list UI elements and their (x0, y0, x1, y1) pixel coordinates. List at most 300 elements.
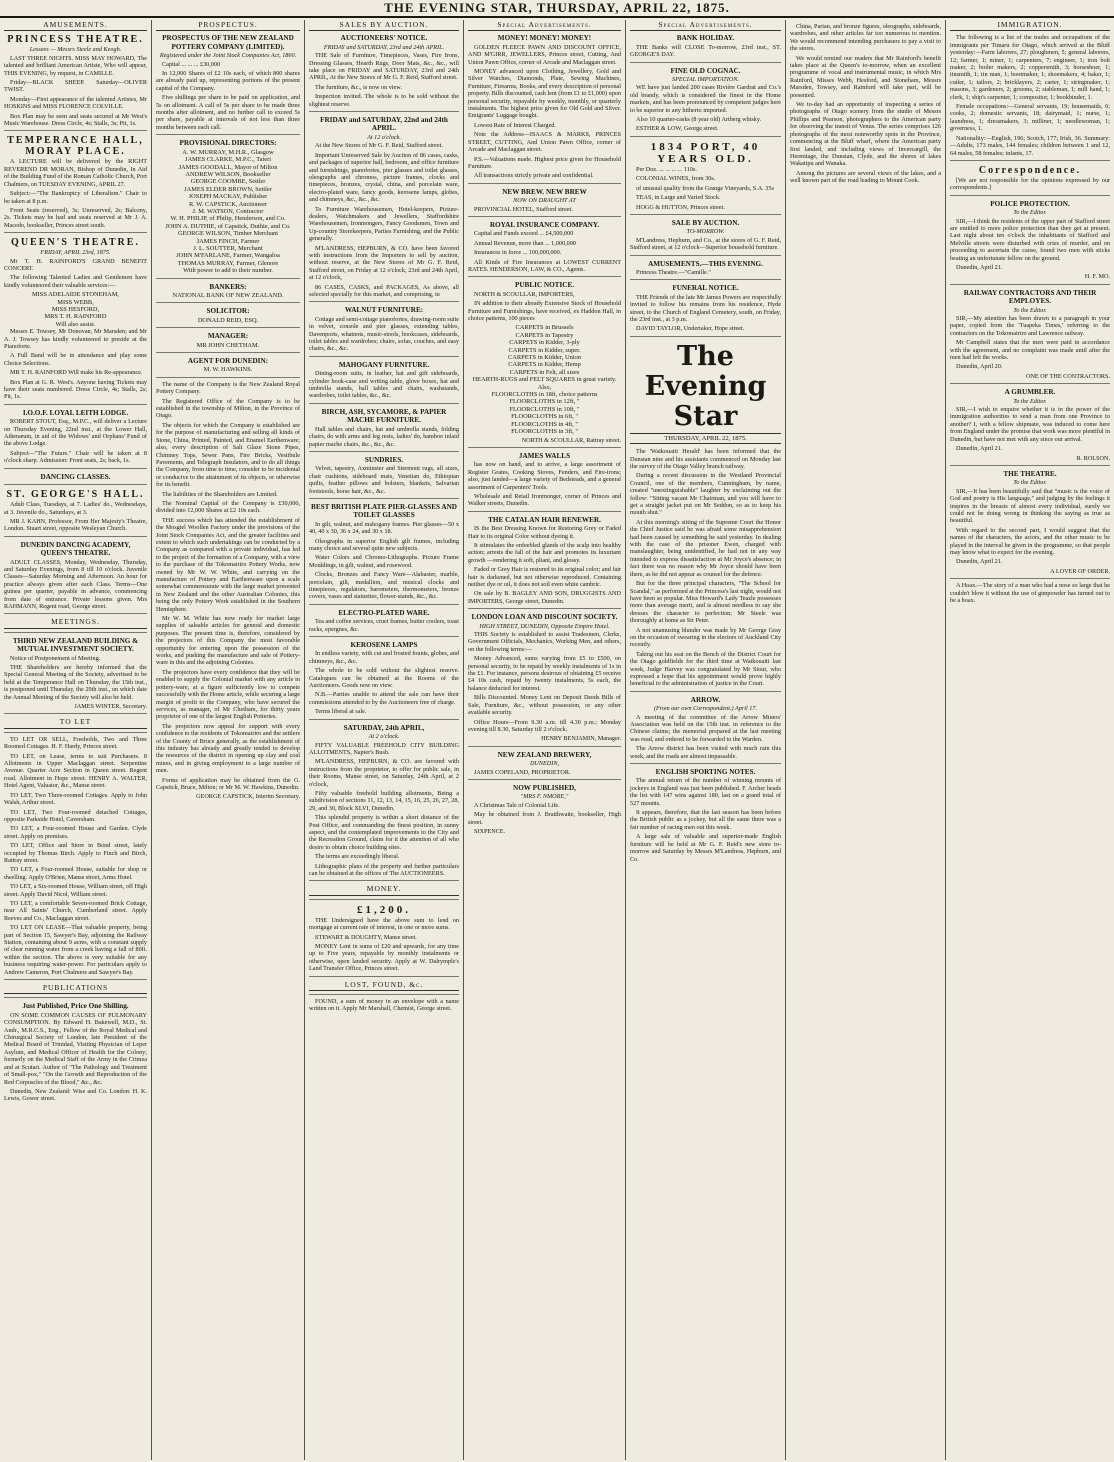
paragraph: ESTHER & LOW, George street. (636, 125, 719, 133)
paragraph: On sale by B. BAGLEY AND SON, DRUGGISTS AND IMPORTERS, George street, Dunedin. (468, 590, 621, 605)
newspaper-nameplate: The Evening Star (644, 340, 767, 432)
paragraph: HOGG & HUTTON, Princes street. (636, 203, 725, 211)
advertisement (309, 880, 459, 895)
paragraph: SIR,—My attention has been drawn to a paragraph in your paper, copied from the 'Tuapeka Times,' referring to the contractors on the Tokomairiro and Lawrence railway. (950, 315, 1110, 337)
paragraph: It stimulates the enfeebled glands of the scalp into healthy action; arrests the fall of the hair and promotes its luxuriant growth —rendering it soft, pliant, and glossy. (468, 541, 621, 564)
list-entry: CARPETS in Felt, all sizes (509, 368, 580, 376)
list-entry: FLOORCLOTHS in 6ft, " (511, 413, 578, 421)
paragraph: Insurances in force ... 100,000,000. (474, 249, 562, 257)
list-entry: JAMES CLARKE, M.P.C., Taieri (184, 156, 272, 164)
column-header: SALES BY AUCTION. (309, 20, 459, 31)
headline: I.O.O.F. LOYAL LEITH LODGE. (22, 408, 129, 417)
list-entry: CARPETS in Kidder, Hemp (508, 361, 581, 369)
list-entry: CARPETS in Brussels (515, 324, 574, 332)
advertisement (309, 994, 459, 1013)
advertisement (630, 34, 781, 58)
list-entry: With power to add to their number. (183, 267, 273, 275)
subheadline: NOW ON DRAUGHT AT (513, 197, 576, 205)
headline: AGENT FOR DUNEDIN: (187, 357, 269, 366)
paragraph: At this morning's sitting of the Supreme Court the Honor the Chief Justice said he was afraid some misapprehension had been caused by something he said yesterday. In dealing with the case of the prisoner Ewen, charged with manslaughter, being unidentified, he had not in any way intended to express dissatisfaction at Mr Joyce's absence; in fact there was no reason why Mr Joyce should have been there, as he did not appear as counsel for the defence. (630, 518, 781, 578)
advertisement (468, 779, 621, 835)
paragraph: THE Undersigned have the above sum to lend on mortgage at current rate of interest, in one or more sums. (309, 916, 459, 932)
section-header: MEETINGS. (4, 617, 147, 628)
paragraph: 86 CASES, CASKS, and PACKAGES, As above, all selected specially for this market, and comprising, in (309, 283, 459, 298)
subheadline: "MRS F. NMORE," (520, 793, 569, 801)
paragraph: Dunedin, April 21. (956, 263, 1003, 271)
paragraph: ROBERT STOUT, Esq., M.P.C., will deliver a Lecture on Thursday Evening, 22nd inst., at the Lower Hall, Athenæum, in aid of the Widows' and Orphans' Fund of the above Lodge. (4, 418, 147, 448)
section-header: PUBLICATIONS (4, 983, 147, 994)
paragraph: TO LET, a Four-roomed House and Garden. Clyde street. Apply on premises. (4, 825, 147, 840)
advertisement (156, 327, 300, 349)
headline: TEMPERANCE HALL, MORAY PLACE. (7, 135, 144, 158)
paragraph: Dunedin, April 20. (956, 363, 1003, 371)
list-entry: JAMES GOODALL, Mayor of Milton (178, 163, 278, 171)
list-entry: GEORGE COOMBE, Settler (190, 178, 266, 186)
paragraph: TO LET OR SELL, Freeholds, Two and Three Roomed Cottages. H. F. Hardy, Princes street. (4, 735, 147, 751)
advertisement (630, 691, 781, 760)
headline: FUNERAL NOTICE. (672, 284, 739, 293)
subheadline: At 2 o'clock. (368, 733, 400, 741)
headline: £1,200. (357, 903, 411, 916)
headline: PROSPECTUS OF THE NEW ZEALAND POTTERY COMPANY (LIMITED). (162, 34, 294, 51)
list-entry: ANDREW WILSON, Bookseller (185, 170, 271, 178)
paragraph: Taking out his seat on the Bench of the District Court for the Otago goldfields for the third time at Waikouaiti last week, Judge Harvey was congratulated by Mr Stout, who expressed a hope that his appointment would prove highly beneficial to the administration of justice in the Court. (630, 650, 781, 688)
paragraph: TO LET ON LEASE—That valuable property, being part of Section 15, Sawyer's Bay, adjoining the Railway Station, containing about 9 acres, with a constant supply of clear running water from a creek having a fall of 80ft. within the section. The above is very suitable for any business requiring water-power. For particulars apply to Andrew Cameron, Port Chalmers and Sawyer's Bay. (4, 924, 147, 976)
paragraph: The 'Waikouaiti Herald' has been informed that the Dunstan nine and his assistants commenced on Monday last the survey of the Otago Valley branch railway. (630, 448, 781, 470)
headline: ARROW. (690, 695, 721, 704)
headline: QUEEN'S THEATRE. (11, 237, 140, 249)
headline: NEW BREW. NEW BREW (502, 187, 587, 196)
subheadline: TO-MORROW. (686, 228, 725, 236)
headline: BIRCH, ASH, SYCAMORE, & PAPIER MACHE FURNITURE. (321, 407, 447, 425)
list-entry: CARPETS in Kidder, 3-ply (509, 339, 580, 347)
list-entry: MR JOHN CHETHAM. (196, 341, 260, 349)
headline: KEROSENE LAMPS (350, 641, 418, 650)
advertisement (468, 216, 621, 273)
column-2 (152, 20, 305, 1460)
list-entry: A. W. MURRAY, M.H.R., Glasgow (182, 148, 274, 156)
paragraph: THE success which has attended the establishment of the Mosgiel Woollen Factory under the provisions of the Joint Stock Companies Act, and the greater facilities and extent to which such undertakings can be conducted by a Company as compared with a private individual, has led to the project of the formation of a Company, with a view to the purchase of the Tokomairiro Pottery Works, now owned by Mr W. W. White, and carrying on the manufacture of Pottery and Earthenware upon a scale somewhat commensurate with the large market presented in New Zealand and the other Australian Colonies, this being the only Pottery Work established in the Southern Hemisphere. (156, 516, 300, 613)
advertisement (630, 255, 781, 277)
column-header: IMMIGRATION. (950, 20, 1110, 31)
advertisement (4, 232, 147, 401)
advertisement (156, 377, 300, 801)
advertisement (630, 336, 781, 688)
headline: FINE OLD COGNAC. (670, 66, 741, 75)
paragraph: Princess Theatre.—"Camille." (636, 268, 711, 276)
headline: SUNDRIES. (364, 455, 404, 464)
paragraph: THE Shareholders are hereby informed that the Special General Meeting of the Society, advertised to be held at the Temperance Hall on Thursday, the 15th inst., is postponed until Thursday, the 29th inst., on which date the Annual Meeting of the Society will also be held. (4, 664, 147, 701)
paragraph: At the New Stores of Mr G. F. Reid, Stafford street. (315, 142, 443, 150)
paragraph: Capital ... ... ... £30,000 (162, 60, 221, 68)
advertisement (156, 34, 300, 131)
paragraph: Messrs E. Towsey, Mr Donovan, Mr Marsden; and Mr A. J. Towsey has kindly volunteered to preside at the Pianoforte. (4, 328, 147, 350)
headline: BANKERS: (209, 282, 247, 291)
paragraph: Mr W. M. White has now ready for market large supplies of saleable articles for general and domestic purposes. The present time is, therefore, considered by the projectors of this Company the most favorable opportunity for entering upon the possession of the works, and pushing the manufacture and sale of Pottery-ware in this and the adjoining Colonies. (156, 615, 300, 667)
list-entry: DONALD REID, ESQ. (197, 316, 259, 324)
paragraph: The terms are exceedingly liberal. (315, 853, 400, 861)
paragraph: This splendid property is within a short distance of the Post Office, and commanding the finest position, in sunny aspect, and the contemplated improvements to the City and the Recreation Ground, claim for it the attention of all who desire to obtain choice building sites. (309, 814, 459, 851)
paragraph: DAVID TAYLOR, Undertaker, Hope street. (636, 325, 745, 333)
advertisement (4, 536, 147, 611)
paragraph: TO LET, a comfortable Seven-roomed Brick Cottage, near All Saints' Church, Cumberland street. Apply Reeves and Co., Maclaggan street. (4, 899, 147, 922)
paragraph: Among the pictures are several views of the lakes, and a well known part of the road leading to Mount Cook. (790, 169, 941, 185)
paragraph: A not unamusing blunder was made by Mr George Gray on the occasion of swearing in the electors of Auckland City recently. (630, 626, 781, 649)
paragraph: The projectors have every confidence that they will be enabled to supply the Colonial market with any article in pottery-ware, at a figure sufficiently low to compete successfully with the Home article, while securing a large margin of profit to the Company, who have secured the services, as manager, of Mr Chetham, for thirty years proprietor of one of the largest English Potteries. (156, 668, 300, 721)
headline: DUNEDIN DANCING ACADEMY, QUEEN'S THEATRE. (20, 540, 131, 558)
paragraph: COLONIAL WINES, from 30s. (636, 175, 716, 183)
paragraph: Annual Revenue, more than ... 1,000,000 (474, 239, 576, 247)
paragraph: has now on hand, and to arrive, a large assortment of Register Grates, Cooking Stoves, Fenders, and Fire-irons; also, just landed—a large variety of Bedsteads, and a general assortment of Carpenters' Tools. (468, 461, 621, 491)
column-header: PROSPECTUS. (156, 20, 300, 31)
paragraph: Subject:—"The Bankruptcy of Liberalism." Chair to be taken at 8 p.m. (4, 190, 147, 205)
advertisement (309, 111, 459, 298)
headline: ST. GEORGE'S HALL. (6, 489, 145, 501)
paragraph: Note the Address—ISAACS & MARKS, PRINCES STREET, CUTTING, And Union Pawn Office, corner of Arcade and Maclaggan street. (468, 131, 621, 154)
paragraph: The following Talented Ladies and Gentlemen have kindly volunteered their valuable services:— (4, 274, 147, 289)
list-entry: MRS T. H. RAINFORD (44, 313, 107, 321)
advertisement (4, 613, 147, 628)
column-5 (626, 20, 786, 1460)
signature: NORTH & SCOULLAR, Rattray street. (521, 436, 621, 444)
paragraph: TO LET, on Lease, terms to suit Purchasers. 8 Allotments in Upper Maclaggan street. Serpentine Avenue. Quarter Acre Section in Queen street. Regent road. Allotment in Hope street. HENRY A. WALTER, Hotel Agent, Valuator, &c., Manse street. (4, 752, 147, 790)
advertisement (4, 468, 147, 481)
headline: ENGLISH SPORTING NOTES. (655, 768, 756, 777)
paragraph: Monday—First appearance of the talented Artistes, Mr HOSKINS and MISS FLORENCE COLVILLE. (4, 95, 147, 111)
paragraph: GOLDEN FLEECE PAWN AND DISCOUNT OFFICE, AND M'GIRR, JEWELLERS, Princes street, Cutting, And Union Pawn Office, corner of Arcade and Maclaggan street. (468, 43, 621, 66)
list-entry: FLOORCLOTHS in 12ft, " (509, 398, 580, 406)
column-6 (786, 20, 946, 1460)
paragraph: Subject—"The Future." Chair will be taken at 8 o'clock sharp. Admission: Front seats, 2s; back, 1s. (4, 449, 147, 465)
paragraph: To Furniture Warehousemen, Hotel-keepers, Picture-dealers, Watchmakers and Jewellers, Staffordshire Warehousemen, Ironmongers, Fancy Goodsmen, Town and Up-country Storekeepers, Parties Furnishing, and the Public generally. (309, 205, 459, 243)
paragraph: A Full Band will be in attendance and play some Choice Selections. (4, 352, 147, 367)
headline: Just Published, Price One Shilling. (22, 1002, 129, 1011)
paragraph: Hall tables and chairs, hat and umbrella stands, folding chairs, do with arms and leg rests, ladies' do, bamboo inlaid papier mache chairs, &c., &c., &c. (309, 425, 459, 448)
paragraph: Terms liberal at sale. (315, 708, 367, 716)
paragraph: SIXPENCE. (474, 827, 506, 835)
headline: PRINCESS THEATRE. (7, 34, 144, 46)
section-header: LOST, FOUND, &c. (309, 980, 459, 991)
paragraph: Velvet, tapestry, Axminster and Stermont rugs, all sizes, chair cushions, sideboard mats, Venetian do, Ethiopian quilts, feather pillows and bolsters, blankets, Salvarian footstools, horse hair, &c., &c. (309, 465, 459, 495)
headline: ELECTRO-PLATED WARE. (338, 608, 430, 617)
paragraph: Money Advanced, sums varying from £5 to £500, on personal security, to be repaid by weekly instalments of 1s in the £1. For instance, persons desirous of obtaining £5 receive £4 10s cash, repaid by twenty instalments, 5s each, the balance deducted for interest. (468, 655, 621, 692)
paragraph: The whole to be sold without the slightest reserve. Catalogues can be obtained at the Rooms of the Auctioneers. Goods now on view. (309, 667, 459, 690)
paragraph: FIFTY VALUABLE FREEHOLD CITY BUILDING ALLOTMENTS, Napier's Bush. (309, 741, 459, 756)
headline: AMUSEMENTS.—THIS EVENING. (648, 259, 763, 268)
paragraph: A LECTURE will be delivered by the RIGHT REVEREND DR MORAN, Bishop of Dunedin, In Aid of the Building Fund of the Roman Catholic Church, Port Chalmers, on TUESDAY EVENING, APRIL 27. (4, 158, 147, 188)
advertisement (950, 284, 1110, 380)
subheadline: FRIDAY and SATURDAY, 23rd and 24th APRIL. (323, 43, 445, 51)
paragraph: Faded or Grey Hair is restored to its original color; and fair hair is darkened, but not otherwise reproduced. Containing neither dye or oil, it does not soil even white cambric. (468, 566, 621, 588)
advertisement (4, 404, 147, 465)
paragraph: TO LET, Two Four-roomed detached Cottages, opposite Parkside Hotel, Caversham. (4, 808, 147, 823)
paragraph: Dining-room suits, in leather, hat and gift sideboards, cylinder book-case and writing table, glove boxes, hat and umbrella stands, hall tables and chairs, washstands, wardrobes, toilet tables, &c., &c. (309, 370, 459, 400)
paragraph: Nationality:—English, 196; Scotch, 177; Irish, 36. Summary:—Adults, 173 males, 144 females; children between 1 and 12, 64 males, 58 females; infants, 17. (950, 134, 1110, 157)
list-entry: W. H. PHILIP, of Philip, Henderson, and Co. (170, 215, 286, 223)
subheadline: (From our own Correspondent.) April 17. (653, 705, 758, 713)
headline: PROVISIONAL DIRECTORS: (179, 139, 277, 148)
advertisement (468, 183, 621, 213)
paragraph: M'LANDRESS, HEPBURN, & CO. have been favored with instructions from the Importers to sell by auction, without reserve, at the New Stores of Mr G. F. Reid, Stafford street, on Friday at 12 o'clock, 23rd and 24th April, at 12 o'clock, (309, 244, 459, 282)
column-4 (464, 20, 626, 1460)
section-header: TO LET (4, 717, 147, 728)
subheadline: Lessees — Messrs Steele and Keogh. (29, 46, 122, 54)
advertisement (630, 279, 781, 332)
advertisement (468, 276, 621, 444)
list-entry: R. W. CAPSTICK, Auctioneer (188, 200, 268, 208)
advertisement (309, 604, 459, 633)
headline: AUCTIONEERS' NOTICE. (340, 34, 428, 43)
paragraph: We would remind our readers that Mr Rainford's benefit takes place at the Queen's to-morrow, when an excellent programme of vocal and instrumental music, in which Mrs Rainford, Misses Webb, Hesford, and Stoneham, Messrs Marsden, Towsey, and Rainford will take part, will be presented. (790, 54, 941, 99)
paragraph: Tea and coffee services, cruet frames, butter coolers, toast racks, epergnes, &c. (309, 618, 459, 633)
advertisement (468, 746, 621, 776)
list-entry: Will also assist. (55, 320, 96, 328)
paragraph: THIS Society is established to assist Tradesmen, Clerks, Government Officials, Mechanics, Working Men, and others, on the following terms:— (468, 631, 621, 653)
subheadline: To the Editor. (1013, 479, 1047, 487)
list-entry: FLOORCLOTHS in 3ft, " (511, 428, 578, 436)
subheadline: DUNEDIN, (529, 760, 560, 768)
paragraph: SIR,—It has been beautifully said that "music is the voice of God and poetry is His language," and judging by the feelings it inspires in the breasts of almost every individual, surely we could not be doing wrong in thinking the saying as true as beautiful. (950, 487, 1110, 525)
paragraph: TO LET, Office and Store in Bond street, lately occupied by Thomas Birch. Apply to Finch and Birch, Rattray street. (4, 842, 147, 864)
list-entry: FLOORCLOTHS in 10ft, " (509, 405, 580, 413)
paragraph: ON SOME COMMON CAUSES OF PULMONARY CONSUMPTION. By Edward H. Bakewell, M.D., St. Andr., M.R.C.S., Eng., Fellow of the Royal Medical and Chirurgical Society of London, late President of the Medical Board of Trinidad, Visiting Physician of Leper Asylum, and Medical Officer of Health for the Colony; formerly on the Medical Staff of the Army in the Crimea and at Scutari. Author of "The Pathology and Treatment of Small-pox," "On the Growth and Reproduction of the Red Corpuscles of the Blood," &c., &c. (4, 1011, 147, 1086)
list-entry: JAMES FINCH, Farmer (196, 237, 260, 245)
paragraph: It appears, therefore, that the last season has been before the British public as a jockey, but all the same there was a fair number of racing men out this week. (630, 809, 781, 831)
list-entry: JOHN A. DUTHIE, of Capstick, Duthie, and Co. (165, 222, 291, 230)
list-entry: MISS HESFORD, (51, 305, 100, 313)
paragraph: Lowest Rate of Interest Charged. (474, 121, 556, 129)
paragraph: Mr T. H. RAINFORD'S GRAND BENEFIT CONCERT. (4, 257, 147, 272)
signature: JAMES WINTER, Secretary. (74, 703, 147, 711)
subheadline: To the Editor. (1013, 397, 1047, 405)
headline: PUBLIC NOTICE. (514, 281, 575, 290)
paragraph: The Nominal Capital of the Company is £30,000, divided into 12,000 Shares at £2 10s each. (156, 499, 300, 515)
headline: WALNUT FURNITURE: (344, 306, 424, 315)
advertisement (950, 195, 1110, 281)
advertisement (4, 34, 147, 127)
paragraph: SIR,—I think the residents of the upper part of Stafford street are entitled to more police protection than they get at present. Last night about ten o'clock the inhabitants of Stafford and Melville streets were disturbed with cries of murder, and on proceeding to ascertain the cause, found two men with sticks beating an unfortunate fellow on the ground. (950, 217, 1110, 262)
list-entry: Also, (537, 383, 552, 391)
paragraph: Cottage and semi-cottage pianofortes, drawing-room suite in velvet, console and pier glasses, extending tables, Davenports, whatnots, music-stools, bookcases, sideboards, toilet tables and wardrobes; chairs, sofas, couches, and easy chairs, &c., &c. (309, 315, 459, 353)
paragraph: Friday—BLACK SHEEP. Saturday—OLIVER TWIST. (4, 79, 147, 94)
list-entry: FLOORCLOTHS in 18ft, choice patterns (491, 391, 598, 399)
headline: A GRUMBLER. (1004, 388, 1056, 397)
paragraph: Water Colors and Chromo-Lithographs. Picture Frame Mouldings, in gilt, walnut, and rosewood. (309, 554, 459, 569)
advertisement (4, 997, 147, 1102)
advertisement (950, 160, 1110, 192)
paragraph: MR J. KAHN, Professor, From Her Majesty's Theatre, London. Stuart street, opposite Wesleyan Church. (4, 517, 147, 533)
advertisement (630, 62, 781, 133)
advertisement (156, 352, 300, 374)
paragraph: The furniture, &c., is now on view. (315, 83, 402, 91)
paragraph: Lithographic plans of the property and further particulars can be obtained at the offices of The AUCTIONEERS. (309, 862, 459, 877)
paragraph: With regard to the second part, I would suggest that the names of the characters, the actors, and the other music to be played in the interval be given in the programme, so that people may know what to expect for the evening. (950, 526, 1110, 556)
headline: THE THEATRE. (1003, 469, 1057, 478)
list-entry: JOSEPH MACKAY, Publisher (188, 193, 268, 201)
paragraph: ADULT CLASSES, Monday, Wednesday, Thursday, and Saturday Evenings, from 8 till 10 o'clock. Juvenile Classes—Saturday Morning and Afternoon. An hour for practice always given after each Class. Terms—One guinea per quarter, payable in advance, commencing from date of entrance. Private lessons given. Mrs RAHMANN, Regent road, George street. (4, 558, 147, 610)
headline: SATURDAY, 24th APRIL, (343, 723, 425, 732)
advertisement (4, 130, 147, 229)
paragraph: FOUND, a sum of money in an envelope with a name written on it. Apply Mr Marshall, Chemist, George street. (309, 998, 459, 1013)
paragraph: Wholesale and Retail Ironmonger, corner of Princes and Walker streets, Dunedin. (468, 492, 621, 508)
list-entry: J. L. SOUTTER, Merchant (193, 244, 263, 252)
paragraph: Also 10 quarter-casks (8 year old) Artberg whisky. (636, 116, 762, 124)
list-entry: JOHN M'FARLANE, Farmer, Wangaloa (176, 252, 280, 260)
advertisement (309, 636, 459, 716)
subheadline: To the Editor. (1013, 306, 1047, 314)
headline: Correspondence. (978, 164, 1082, 176)
advertisement (4, 632, 147, 711)
headline: SALE BY AUCTION. (671, 218, 740, 227)
column-header: Special Advertisements. (468, 20, 621, 31)
paragraph: Adult Class, Tuesdays, at 7. Ladies' do., Wednesdays, at 3. Juvenile do., Saturdays, at 3. (4, 501, 147, 516)
paragraph: TEAS, in Large and Varied Stock. (636, 194, 721, 202)
subheadline: At 12 o'clock. (367, 133, 401, 141)
paragraph: The annual return of the number of winning mounts of jockeys in England was just been published. F. Archer heads the list with 147 wins against 180, last on a grand total of 527 mounts. (630, 777, 781, 807)
subheadline: Registered under the Joint Stock Companies Act, 1860. (159, 52, 297, 60)
signature: HENRY BENJAMIN, Manager. (541, 735, 621, 743)
headline: FRIDAY and SATURDAY, 22nd and 24th APRIL. (320, 116, 448, 133)
paragraph: TO LET, a Four-roomed House, suitable for shop or dwelling. Apply O'Brien, Manse street, Arms Hotel. (4, 866, 147, 881)
paragraph: THE Friends of the late Mr James Powers are respectfully invited to follow his remains from his residence, Hyde street, to the Church of England Cemetery, south, on Friday, the 23rd inst., at 3 p.m. (630, 293, 781, 323)
paragraph: The liabilities of the Shareholders are Limited. (162, 490, 278, 498)
subheadline: SPECIAL IMPORTATION. (672, 76, 739, 84)
advertisement (309, 34, 459, 108)
signature: R. ROLSON. (1076, 454, 1110, 462)
headline: RAILWAY CONTRACTORS AND THEIR EMPLOYES. (963, 288, 1097, 306)
subheadline: To the Editor. (1013, 209, 1047, 217)
paragraph: M'Landress, Hepburn, and Co., at the stores of G. F. Reid, Stafford street, at 12 o'clock—Superior household furniture. (630, 236, 781, 252)
paragraph: Notice of Postponement of Meeting. (10, 654, 101, 662)
signature: GEORGE CAPSTICK, Interim Secretary. (196, 793, 300, 801)
paragraph: PROVINCIAL HOTEL, Stafford street. (474, 205, 573, 213)
paragraph: Office Hours—From 9.30 a.m. till 4.30 p.m.; Monday evening till 8.30, Saturday till 2 o'clock. (468, 718, 621, 733)
paragraph: JAMES COPELAND, PROPRIETOR. (474, 768, 571, 776)
advertisement (950, 383, 1110, 462)
list-entry: CARPETS in Tapestry (515, 331, 574, 339)
paragraph: NORTH & SCOULLAR, IMPORTERS, (474, 290, 575, 298)
paragraph: Box Plan at G. R. West's. Anyone having Tickets may have their seats numbered. Dress Circle, 4s; Stalls, 2s; Pit, 1s. (4, 378, 147, 401)
advertisement (4, 484, 147, 533)
paragraph: IS the Best Dressing Known for Restoring Grey or Faded Hair to its original Color without dyeing it. (468, 525, 621, 540)
advertisement (630, 763, 781, 863)
headline: BEST BRITISH PLATE PIER-GLASSES AND TOILET GLASSES (311, 502, 457, 520)
headline: MONEY! MONEY! MONEY! (497, 34, 592, 43)
column-3 (305, 20, 464, 1460)
headline: ROYAL INSURANCE COMPANY. (489, 220, 600, 229)
paragraph: THE Sale of Furniture, Timepieces, Vases, Fire Irons, Dressing Glasses, Hearth Rugs, Door Mats, &c., &c., will take place on FRIDAY and SATURDAY, 23rd and 24th APRIL, At the New Stores of Mr G. F. Reid, Stafford street. (309, 52, 459, 82)
paragraph: Oleographs in superior English gilt frames, including many choice and several quite new subjects. (309, 537, 459, 552)
paragraph: Box Plan may be seen and seats secured at Mr West's Music Warehouse. Dress Circle, 4s; Stalls, 3s; Pit, 1s. (4, 112, 147, 128)
paragraph: All Kinds of Fire Insurances at LOWEST CURRENT RATES. HENDERSON, LAW, & CO., Agents. (468, 258, 621, 273)
list-entry: MISS WEBB, (57, 298, 94, 306)
paragraph: The following is a list of the trades and occupations of the immigrants per Timaru for Otago, which arrived at the Bluff yesterday:—Farm laborers, 27; ploughmen, 5; general laborers, 12; farmer, 1; miner, 1; carpenters, 7; engineer, 1; iron bolt maker, 2; boiler makers, 2; coppersmith, 3; horseshoer, 1; tinsmith, 1; tin man, 1; bootmaker, 1; shoemakers, 4; baker, 1; cutler, 1; tailors, 2; bricklayers, 2; carter, 1; stringmaker, 1; masons, 3; gardeners, 2; grooms, 2; stableman, 1; mill hand, 1; clerk, 1; ship's carpenter, 1; compositor, 1; bookbinder, 1. (950, 34, 1110, 101)
paragraph: The name of the Company is the New Zealand Royal Pottery Company. (156, 380, 300, 396)
paragraph: TO LET, a Six-roomed House, William street, off High street. Apply David Nicol, William street. (4, 883, 147, 898)
paragraph: A Hoax.—The story of a man who had a nose so large that he couldn't blow it without the use of gunpowder has turned out to be a hoax. (950, 582, 1110, 604)
advertisement (630, 136, 781, 211)
paragraph: China, Parian, and bronze figures, oleographs, sideboards, wardrobes, and other articles far too numerous to mention. We would recommend intending purchasers to pay a visit to the stores. (790, 23, 941, 53)
advertisement (468, 34, 621, 179)
list-entry: MISS ADELAIDE STONEHAM, (31, 291, 120, 299)
list-entry: NATIONAL BANK OF NEW ZEALAND. (172, 292, 284, 299)
advertisement (4, 732, 147, 976)
advertisement (630, 214, 781, 252)
paragraph: TO LET, Two Three-roomed Cottages. Apply to John Walsh, Arthur street. (4, 791, 147, 807)
paragraph: In 12,000 Shares of £2 10s each, of which 800 shares are already paid up, representing portions of the present capital of the Company. (156, 70, 300, 92)
paragraph: The objects for which the Company is established are for the purpose of manufacturing and selling all kinds of Stone, China, Printed, Painted, and Enamel Earthenware; also, every description of Salt Glaze Stone Pipes, Chimney Tops, Sewer Pans, Fire Bricks, Vestibule Pavements, and Telegraph Insulators, and to do all things the Company, from time to time, consider to be incidental or conducive to the attainment of its objects, or otherwise for its benefit. (156, 421, 300, 489)
advertisement (4, 713, 147, 728)
headline: DANCING CLASSES. (40, 472, 111, 481)
subheadline: FRIDAY, APRIL 23rd, 1875. (40, 249, 111, 257)
list-entry: JAMES ELDER BROWN, Settler (184, 185, 272, 193)
issue-date: THURSDAY, APRIL 22, 1875. (630, 433, 781, 444)
paragraph: Capital and Funds exceed ... £4,500,000 (474, 230, 574, 238)
headline: NEW ZEALAND BREWERY, (497, 750, 592, 759)
headline: JAMES WALLS (518, 451, 571, 460)
advertisement (309, 403, 459, 448)
advertisement (309, 356, 459, 400)
paragraph: [We are not responsible for the opinions expressed by our correspondents.] (950, 176, 1110, 192)
advertisement (309, 899, 459, 973)
column-1 (0, 20, 152, 1460)
paragraph: Dunedin, April 21. (956, 558, 1003, 566)
paragraph: The projectors now appeal for support with every confidence to the residents of Tokomairiro and the settlers of the County of Bruce generally, as the establishment of this industry has already and greatly tended to develop the resources of the district in opening up clay and coal mines, and in giving employment to a large number of men. (156, 722, 300, 775)
paragraph: Per Doz. ... ... ... ... 110s. (636, 165, 697, 173)
paragraph: STEWART & DOUGHTY, Manse street. (315, 933, 417, 941)
advertisement (156, 302, 300, 324)
paragraph: of unusual quality from the Grange Vineyards, S.A. 35s (636, 184, 774, 192)
headline: MANAGER: (207, 332, 249, 341)
paragraph: In endless variety, with cut and frosted founts, globes, and chimneys, &c., &c. (309, 650, 459, 665)
paragraph: MONEY Lent in sums of £20 and upwards, for any time up to Five years, repayable by monthly instalments or otherwise, upon landed security. Apply at W. Dalrymple's Land Transfer Office, Princes street. (309, 943, 459, 973)
list-entry: FLOORCLOTHS in 4ft, " (511, 420, 578, 428)
list-entry: HEARTH-RUGS and FELT SQUARES in great variety. (472, 376, 617, 384)
headline: 1834 PORT, 40 YEARS OLD. (650, 140, 761, 165)
subheadline: HIGH STREET, DUNEDIN, Opposite Empire Hotel. (479, 622, 610, 630)
advertisement (156, 134, 300, 274)
paragraph: A large sale of valuable and superior-made English furniture will be held at Mr G. F. Reid's new store to-morrow and Saturday by Messrs M'Landress, Hepburn, and Co. (630, 833, 781, 863)
advertisement (950, 34, 1110, 157)
advertisement (950, 465, 1110, 575)
paragraph: The Registered Office of the Company is to be established in the township of Milton, in the Province of Otago. (156, 397, 300, 420)
paragraph: But for the three principal characters, "The School for Scandal," as performed at the Princess's last night, would not have been so popular. Miss Howard's Lady Teazle possesses more than average merit, and is almost needless to say she dresses the character to perfection; Mr Steele was thoroughly at home as Sir Peter. (630, 580, 781, 625)
advertisement (309, 976, 459, 991)
paragraph: Front Seats (reserved), 3s; Unreserved, 2s; Balcony, 2s. Tickets may be had and seats reserved at Mr J. A. Macedo, bookseller, Princes street south. (4, 206, 147, 229)
paragraph: Forms of application may be obtained from the G. Capstick, Bruce, Milton; or Mr M. W. Hawkins, Dunedin. (156, 776, 300, 791)
paragraph: Important Unreserved Sale by Auction of 86 cases, casks, and packages of superior hall, bedroom, and office furniture and furnishings, pianofortes, pier glasses and toilet glasses, oleographs and chromos, picture frames, clocks and timepieces, bronzes, crystal, china, and porcelain ware, electro-plated ware, fancy goods, kerosene lamps, globes, and chimneys, &c., &c., &c. (309, 151, 459, 204)
advertisement (468, 447, 621, 508)
paragraph: The Arrow district has been visited with much rain this week, and the roads are almost impassable. (630, 745, 781, 760)
paragraph: We to-day had an opportunity of inspecting a series of photographs of Otago scenery from the studio of Messrs Phillips and Pearson, photographers to the American party for observing the transit of Venus. The series comprises 126 photographs of the most noteworthy spots in the Province, commencing at the Bluff wharf, where the American party first landed, and including views of Invercargill, the Hermitage, the Dunstan, Clyde, and the shores of lakes Wakatipu and Wanaka. (790, 101, 941, 168)
signature: H. F. MO. (1084, 273, 1110, 281)
headline: THE CATALAN HAIR RENEWER. (488, 515, 601, 524)
paragraph: THE Banks will CLOSE To-morrow, 23rd inst., ST. GEORGE'S DAY. (630, 43, 781, 59)
advertisement (950, 578, 1110, 604)
paragraph: Female occupations:—General servants, 19; housemaids, 6; cooks, 2; domestic servants, 18; dairymaid, 1; nurse, 1; laundress, 1; dressmakers, 3; milliner, 1; needlewoman, 1; governess, 1. (950, 103, 1110, 133)
section-header: MONEY. (309, 884, 459, 895)
paragraph: Bills Discounted. Money Lent on Deposit Deeds Bills of Sale, Furniture, &c., without possession, or any other available security. (468, 694, 621, 717)
paragraph: IN addition to their already Extensive Stock of Household Furniture and Furnishings, have received, ex Haddon Hall, in choice patterns, 100 pieces (468, 300, 621, 322)
advertisement (156, 278, 300, 300)
paragraph: A meeting of the committee of the Arrow Miners' Association was held on the 15th inst. in reference to the Chinese claims; the memorial prepared at the last meeting was read, and ordered to be forwarded to the Warden. (630, 713, 781, 743)
paragraph: Dunedin, April 21. (956, 445, 1003, 453)
paragraph: In gilt, walnut, and mahogany frames. Pier glasses—50 x 40, 40 x 30, 36 x 24, and 30 x 18. (309, 520, 459, 536)
paragraph: Clocks, Bronzes and Fancy Ware—Alabaster, marble, porcelain, gilt, medallion, and musical clocks and timepieces, regulators, barometers, thermometers, bronze covers, vases and statuettes, flower-stands, &c., &c. (309, 571, 459, 601)
list-entry: CARPETS in Kidder, super. (508, 346, 581, 354)
paragraph: May be obtained from J. Braithwaite, bookseller, High street. (468, 811, 621, 826)
column-7 (946, 20, 1114, 1460)
